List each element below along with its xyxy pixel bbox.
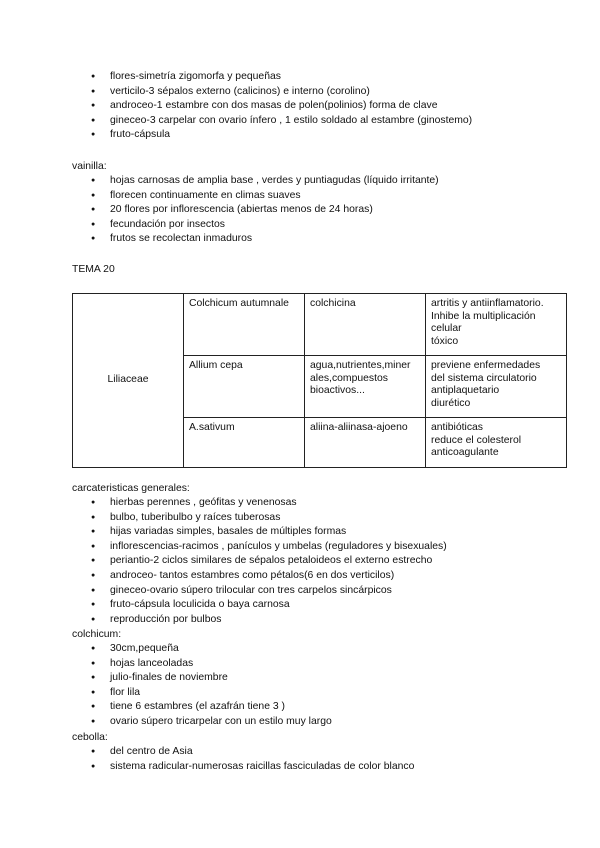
list-item: ● gineceo-ovario súpero trilocular con tres carpelos sincárpicos bbox=[72, 584, 447, 599]
list-item: ● julio-finales de noviembre bbox=[72, 671, 332, 686]
compound-cell: colchicina bbox=[305, 294, 426, 356]
list-item: ● fruto-cápsula bbox=[72, 128, 472, 143]
list-item: ● periantio-2 ciclos similares de sépalos petaloideos el externo estrecho bbox=[72, 554, 447, 569]
onion-list bbox=[72, 745, 414, 774]
list-item: ● tiene 6 estambres (el azafrán tiene 3 ) bbox=[72, 700, 332, 715]
liliaceae-table bbox=[72, 293, 567, 468]
list-item: ● inflorescencias-racimos , panículos y umbelas (reguladores y bisexuales) bbox=[72, 540, 447, 555]
species-cell: A.sativum bbox=[184, 418, 305, 468]
list-item: ● flores-simetría zigomorfa y pequeñas bbox=[72, 70, 472, 85]
list-item: ● hijas variadas simples, basales de múltiples formas bbox=[72, 525, 447, 540]
list-item: ● fruto-cápsula loculicida o baya carnosa bbox=[72, 598, 447, 613]
list-item: ● del centro de Asia bbox=[72, 745, 414, 760]
list-item: ● bulbo, tuberibulbo y raíces tuberosas bbox=[72, 511, 447, 526]
list-item: ● hierbas perennes , geófitas y venenosas bbox=[72, 496, 447, 511]
topic-title: TEMA 20 bbox=[72, 264, 115, 275]
vanilla-list bbox=[72, 174, 439, 247]
list-item: ● sistema radicular-numerosas raicillas fasciculadas de color blanco bbox=[72, 760, 414, 775]
list-item: ● ovario súpero tricarpelar con un estilo muy largo bbox=[72, 715, 332, 730]
list-item: ● hojas carnosas de amplia base , verdes y puntiagudas (líquido irritante) bbox=[72, 174, 439, 189]
species-cell: Allium cepa bbox=[184, 356, 305, 418]
colchicum-heading: colchicum: bbox=[72, 629, 122, 640]
list-item: ● frutos se recolectan inmaduros bbox=[72, 232, 439, 247]
list-item: ● androceo- tantos estambres como pétalos(6 en dos verticilos) bbox=[72, 569, 447, 584]
list-item: ● 20 flores por inflorescencia (abiertas menos de 24 horas) bbox=[72, 203, 439, 218]
colchicum-list bbox=[72, 642, 332, 730]
orchid-traits-list bbox=[72, 70, 472, 143]
uses-cell: artritis y antiinflamatorio. Inhibe la multiplicación celular tóxico bbox=[426, 294, 567, 356]
general-list bbox=[72, 496, 447, 627]
vanilla-heading: vainilla: bbox=[72, 161, 107, 172]
family-cell: Liliaceae bbox=[73, 294, 184, 468]
list-item: ● 30cm,pequeña bbox=[72, 642, 332, 657]
list-item: ● flor lila bbox=[72, 686, 332, 701]
uses-cell: antibióticas reduce el colesterol anticoagulante bbox=[426, 418, 567, 468]
species-cell: Colchicum autumnale bbox=[184, 294, 305, 356]
list-item: ● reproducción por bulbos bbox=[72, 613, 447, 628]
list-item: ● gineceo-3 carpelar con ovario ínfero , 1 estilo soldado al estambre (ginostemo) bbox=[72, 114, 472, 129]
list-item: ● androceo-1 estambre con dos masas de polen(polinios) forma de clave bbox=[72, 99, 472, 114]
table-row bbox=[73, 294, 567, 356]
list-item: ● hojas lanceoladas bbox=[72, 657, 332, 672]
onion-heading: cebolla: bbox=[72, 732, 108, 743]
list-item: ● fecundación por insectos bbox=[72, 218, 439, 233]
compound-cell: agua,nutrientes,miner ales,compuestos bioactivos... bbox=[305, 356, 426, 418]
general-heading: carcateristicas generales: bbox=[72, 483, 190, 494]
list-item: ● florecen continuamente en climas suaves bbox=[72, 189, 439, 204]
compound-cell: aliina-aliinasa-ajoeno bbox=[305, 418, 426, 468]
list-item: ● verticilo-3 sépalos externo (calicinos) e interno (corolino) bbox=[72, 85, 472, 100]
uses-cell: previene enfermedades del sistema circulatorio antiplaquetario diurético bbox=[426, 356, 567, 418]
